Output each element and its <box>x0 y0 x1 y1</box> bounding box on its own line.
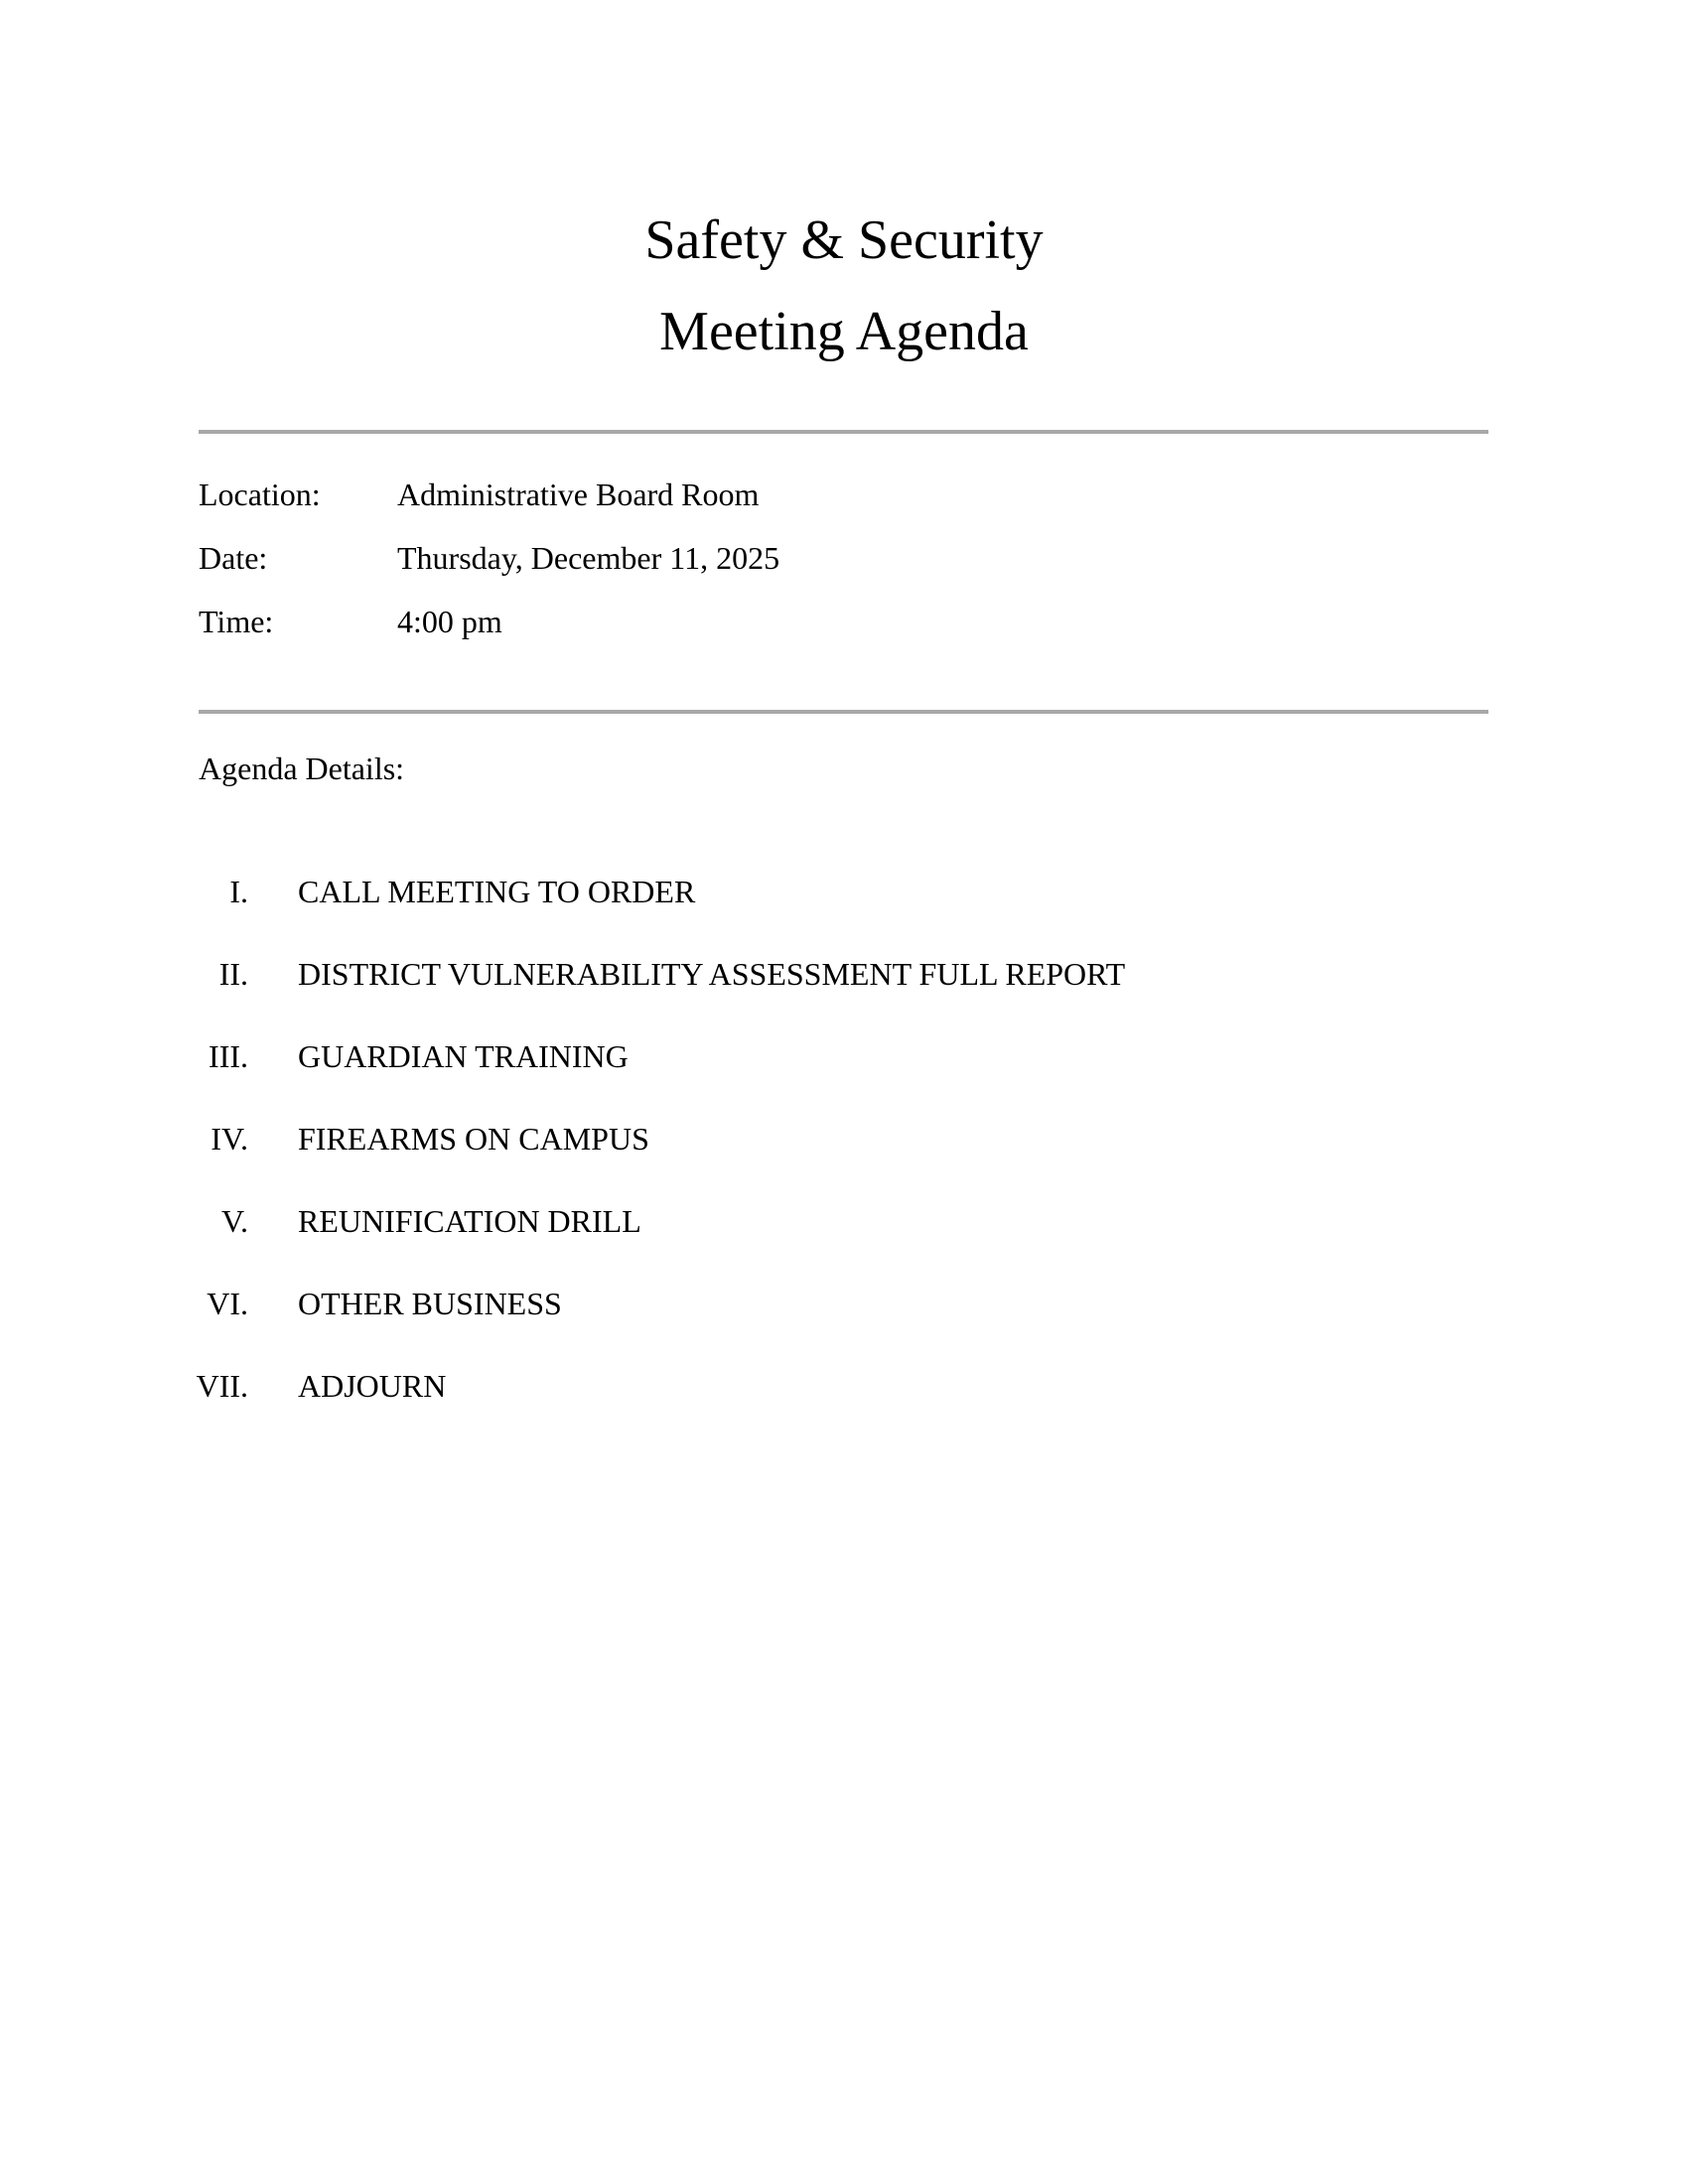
agenda-item-text: ADJOURN <box>298 1368 447 1404</box>
agenda-item-text: CALL MEETING TO ORDER <box>298 874 696 909</box>
time-row <box>199 590 1390 653</box>
agenda-item <box>149 1034 1440 1117</box>
agenda-item <box>149 1282 1440 1364</box>
title-block <box>0 195 1688 377</box>
document-title: Safety & Security <box>644 209 1044 271</box>
location-label: Location: <box>199 476 321 512</box>
agenda-item-number: II. <box>218 956 248 992</box>
agenda-item-text: OTHER BUSINESS <box>298 1286 562 1321</box>
location-value: Administrative Board Room <box>397 476 760 512</box>
date-label: Date: <box>199 539 268 576</box>
date-row <box>199 526 1390 590</box>
time-label: Time: <box>199 603 274 639</box>
agenda-item-number: VII. <box>196 1368 248 1404</box>
agenda-item-number: I. <box>229 874 248 909</box>
document-subtitle: Meeting Agenda <box>659 301 1029 362</box>
agenda-item-text: REUNIFICATION DRILL <box>298 1203 641 1239</box>
agenda-item <box>149 1364 1440 1446</box>
agenda-item-text: GUARDIAN TRAINING <box>298 1038 629 1074</box>
bottom-divider <box>199 710 1488 714</box>
top-divider <box>199 430 1488 434</box>
agenda-item <box>149 1199 1440 1282</box>
agenda-list <box>149 870 1440 1446</box>
agenda-item-number: IV. <box>211 1121 248 1157</box>
agenda-item-number: V. <box>221 1203 248 1239</box>
agenda-item-number: VI. <box>207 1286 248 1321</box>
agenda-item <box>149 952 1440 1034</box>
date-value: Thursday, December 11, 2025 <box>397 539 780 576</box>
agenda-item <box>149 1117 1440 1199</box>
agenda-heading: Agenda Details: <box>199 751 405 786</box>
agenda-item-text: DISTRICT VULNERABILITY ASSESSMENT FULL REPORT <box>298 956 1126 992</box>
location-row <box>199 463 1390 526</box>
meeting-info <box>199 463 1390 653</box>
agenda-item <box>149 870 1440 952</box>
agenda-item-text: FIREARMS ON CAMPUS <box>298 1121 649 1157</box>
time-value: 4:00 pm <box>397 603 502 639</box>
agenda-item-number: III. <box>209 1038 248 1074</box>
